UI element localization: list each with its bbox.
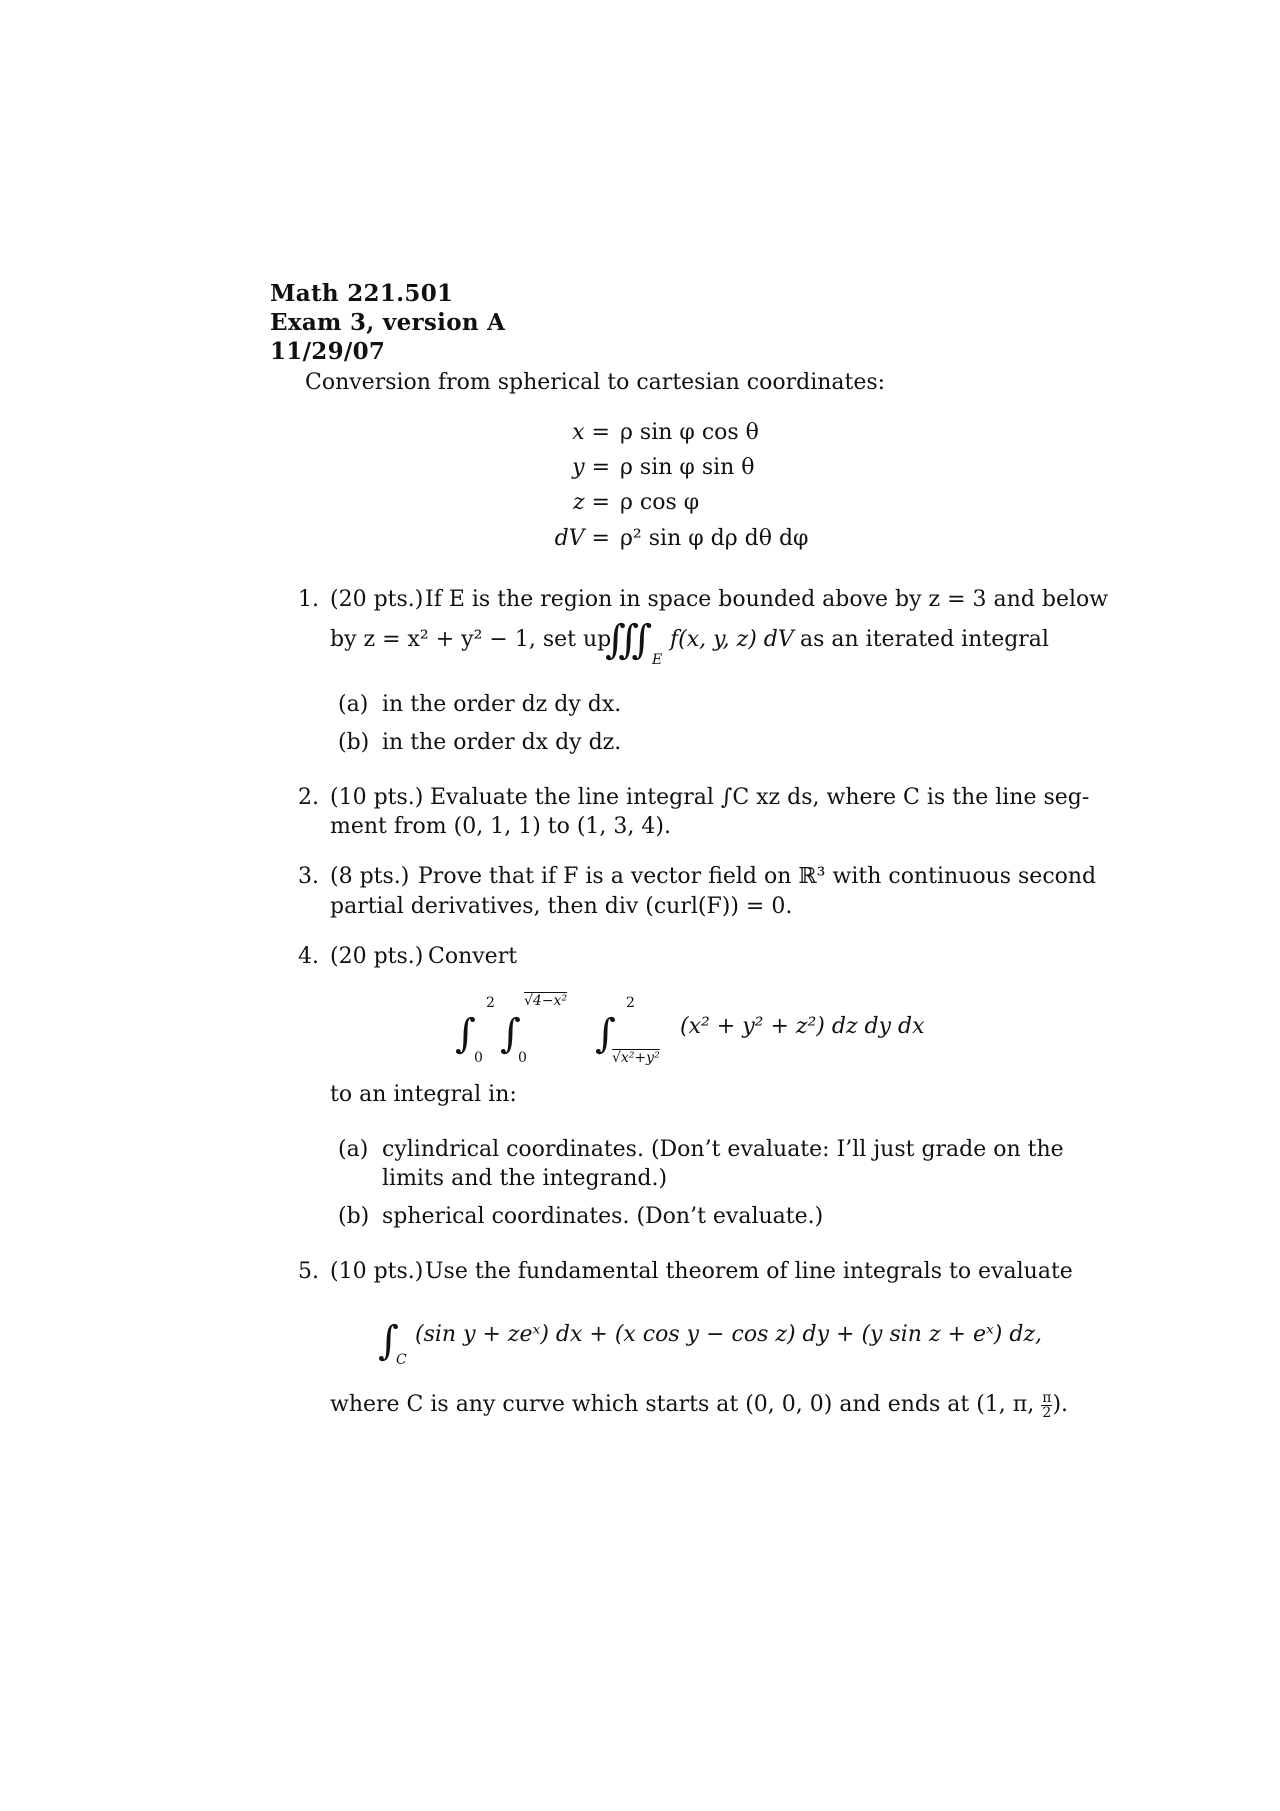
q3-number: 3.	[298, 864, 319, 889]
q1-region-label: E	[652, 652, 663, 668]
integral-sign-3: ∫	[595, 1011, 616, 1057]
q4-b-label: (b)	[338, 1204, 370, 1229]
pi-over-two: $\frac{\pi}{2}$	[1042, 1389, 1052, 1421]
q1-line2a: by z = x² + y² − 1, set up	[330, 627, 612, 652]
q1-a-label: (a)	[338, 692, 369, 717]
q2-line1: Evaluate the line integral ∫C xz ds, where C is the line seg-	[430, 785, 1090, 810]
q4-a-line2: limits and the integrand.)	[382, 1166, 668, 1191]
exam-date: 11/29/07	[270, 338, 386, 365]
q5-points: (10 pts.)	[330, 1259, 424, 1284]
exam-page: Math 221.501 Exam 3, version A 11/29/07 Conversion from spherical to cartesian coordinates: x = ρ sin φ cos θ y = ρ sin φ sin θ z = ρ cos φ dV = ρ² sin φ dρ dθ dφ 1. (20 pts.) If E is the region in space bounded above by z = 3 and below by z = x² + y² − 1, set up ∭ E f(x, y, z) dV as an iterated integral (a) in the order dz dy dx. (b) in the order dx dy dz. 2. (10 pts.) Evaluate the line integral ∫C xz ds, where C is the line seg- ment from (0, 1, 1) to (1, 3, 4). 3. (8 pts.) Prove that if F is a vector field on ℝ³ with continuous second partial derivatives, then div (curl(F)) = 0. 4. (20 pts.) Convert ∫ 2 0 ∫ √4−x² 0 ∫ 2 √x²+y² (x² + y² + z²) dz dy dx to an integral in: (a) cylindrical coordinates. (Don’t evaluate: I’ll just grade on the limits and the integrand.) (b) spherical coordinates. (Don’t evaluate.) 5. (10 pts.) Use the fundamental theorem of line integrals to evaluate ∫ C (sin y + zeˣ) dx + (x cos y − cos z) dy + (y sin z + eˣ) dz, where C is any curve which starts at (0, 0, 0) and ends at (1, π, $\frac{\pi}{2}$ ).	[270, 280, 1109, 1421]
course-title: Math 221.501	[270, 280, 454, 307]
line-integral-sign: ∫	[378, 1318, 399, 1364]
integral-sign-2: ∫	[500, 1011, 521, 1057]
q5-tail	[330, 1390, 1068, 1420]
q3-points: (8 pts.)	[330, 864, 410, 889]
q1-integrand: f(x, y, z) dV	[670, 627, 794, 652]
q2-line2: ment from (0, 1, 1) to (1, 3, 4).	[330, 814, 671, 839]
q5-integrand: (sin y + zeˣ) dx + (x cos y − cos z) dy + (y sin z + eˣ) dz,	[415, 1322, 1043, 1347]
q5-number: 5.	[298, 1259, 319, 1284]
q4-upper-1: 2	[486, 995, 495, 1011]
conversion-intro: Conversion from spherical to cartesian coordinates:	[305, 370, 886, 395]
q1-b-label: (b)	[338, 730, 370, 755]
q1-number: 1.	[298, 587, 319, 612]
q5-endpoint: (1, π, $\frac{\pi}{2}$ ).	[976, 1389, 1069, 1421]
q5-contour-label: C	[396, 1352, 407, 1368]
q4-upper-3: 2	[626, 995, 635, 1011]
q4-number: 4.	[298, 944, 319, 969]
q5-tail-text: where C is any curve which starts at (0, 0, 0) and ends at	[330, 1392, 970, 1417]
exam-title: Exam 3, version A	[270, 309, 506, 336]
q1-line2b: as an iterated integral	[800, 627, 1049, 652]
q4-b-text: spherical coordinates. (Don’t evaluate.)	[382, 1204, 824, 1229]
q5-lead: Use the fundamental theorem of line integrals to evaluate	[425, 1259, 1073, 1284]
q1-a-text: in the order dz dy dx.	[382, 692, 622, 717]
q1-points: (20 pts.)	[330, 587, 424, 612]
q4-points: (20 pts.)	[330, 944, 424, 969]
q4-lower-3: √x²+y²	[612, 1050, 660, 1066]
q3-line2: partial derivatives, then div (curl(F)) = 0.	[330, 894, 793, 919]
triple-integral-sign: ∭	[605, 617, 653, 663]
q1-line1: If E is the region in space bounded above by z = 3 and below	[425, 587, 1109, 612]
q2-number: 2.	[298, 785, 319, 810]
q4-after: to an integral in:	[330, 1082, 517, 1107]
integral-sign-1: ∫	[455, 1011, 476, 1057]
q3-line1: Prove that if F is a vector field on ℝ³ with continuous second	[418, 864, 1097, 889]
q4-a-label: (a)	[338, 1137, 369, 1162]
q4-a-line1: cylindrical coordinates. (Don’t evaluate: I’ll just grade on the	[382, 1137, 1064, 1162]
q4-lower-2: 0	[518, 1050, 527, 1066]
q4-integrand: (x² + y² + z²) dz dy dx	[680, 1014, 925, 1039]
q4-lower-1: 0	[474, 1050, 483, 1066]
q1-b-text: in the order dx dy dz.	[382, 730, 622, 755]
q4-lead: Convert	[428, 944, 518, 969]
q2-points: (10 pts.)	[330, 785, 424, 810]
q4-upper-2: √4−x²	[524, 993, 568, 1009]
